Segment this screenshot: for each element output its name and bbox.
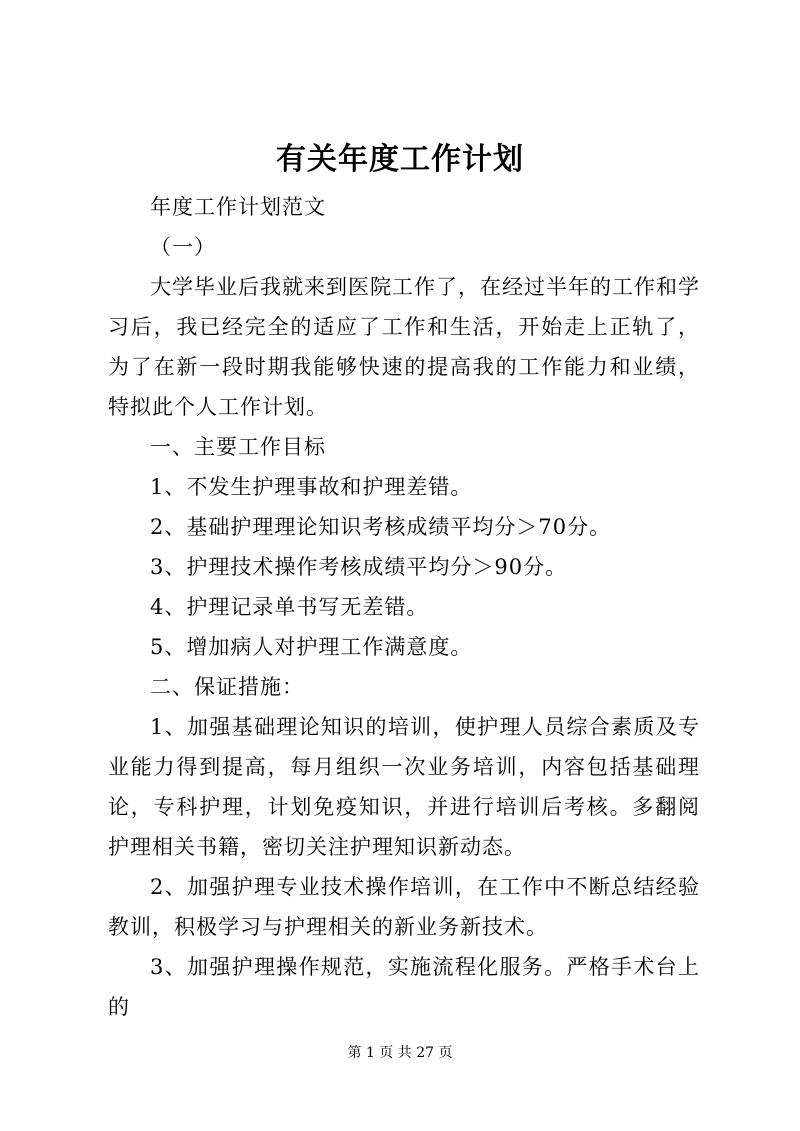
heading-main-goals: 一、主要工作目标 <box>150 435 326 459</box>
goal-item-4: 4、护理记录单书写无差错。 <box>150 595 429 619</box>
goal-item-5: 5、增加病人对护理工作满意度。 <box>150 635 473 659</box>
measure-item-2: 2、加强护理专业技术操作培训，在工作中不断总结经验教训，积极学习与护理相关的新业务新技术。 <box>108 875 700 939</box>
document-body <box>108 187 700 1027</box>
goal-item-3: 3、护理技术操作考核成绩平均分＞90分。 <box>150 555 568 579</box>
measure-item-3: 3、加强护理操作规范，实施流程化服务。严格手术台上的 <box>108 955 700 1019</box>
paragraph-subtitle: 年度工作计划范文 <box>150 195 326 219</box>
page-footer: 第 1 页 共 27 页 <box>347 1045 453 1061</box>
paragraph-intro: 大学毕业后我就来到医院工作了，在经过半年的工作和学习后，我已经完全的适应了工作和生活，开始走上正轨了，为了在新一段时期我能够快速的提高我的工作能力和业绩，特拟此个人工作计划。 <box>108 275 700 419</box>
document-title: 有关年度工作计划 <box>276 142 524 177</box>
heading-measures: 二、保证措施： <box>150 675 304 699</box>
goal-item-2: 2、基础护理理论知识考核成绩平均分＞70分。 <box>150 515 612 539</box>
paragraph-section-number: （一） <box>150 235 216 259</box>
measure-item-1: 1、加强基础理论知识的培训，使护理人员综合素质及专业能力得到提高，每月组织一次业务培训，内容包括基础理论，专科护理，计划免疫知识，并进行培训后考核。多翻阅护理相关书籍，密切关注护理知识新动态。 <box>108 715 700 859</box>
goal-item-1: 1、不发生护理事故和护理差错。 <box>150 475 473 499</box>
